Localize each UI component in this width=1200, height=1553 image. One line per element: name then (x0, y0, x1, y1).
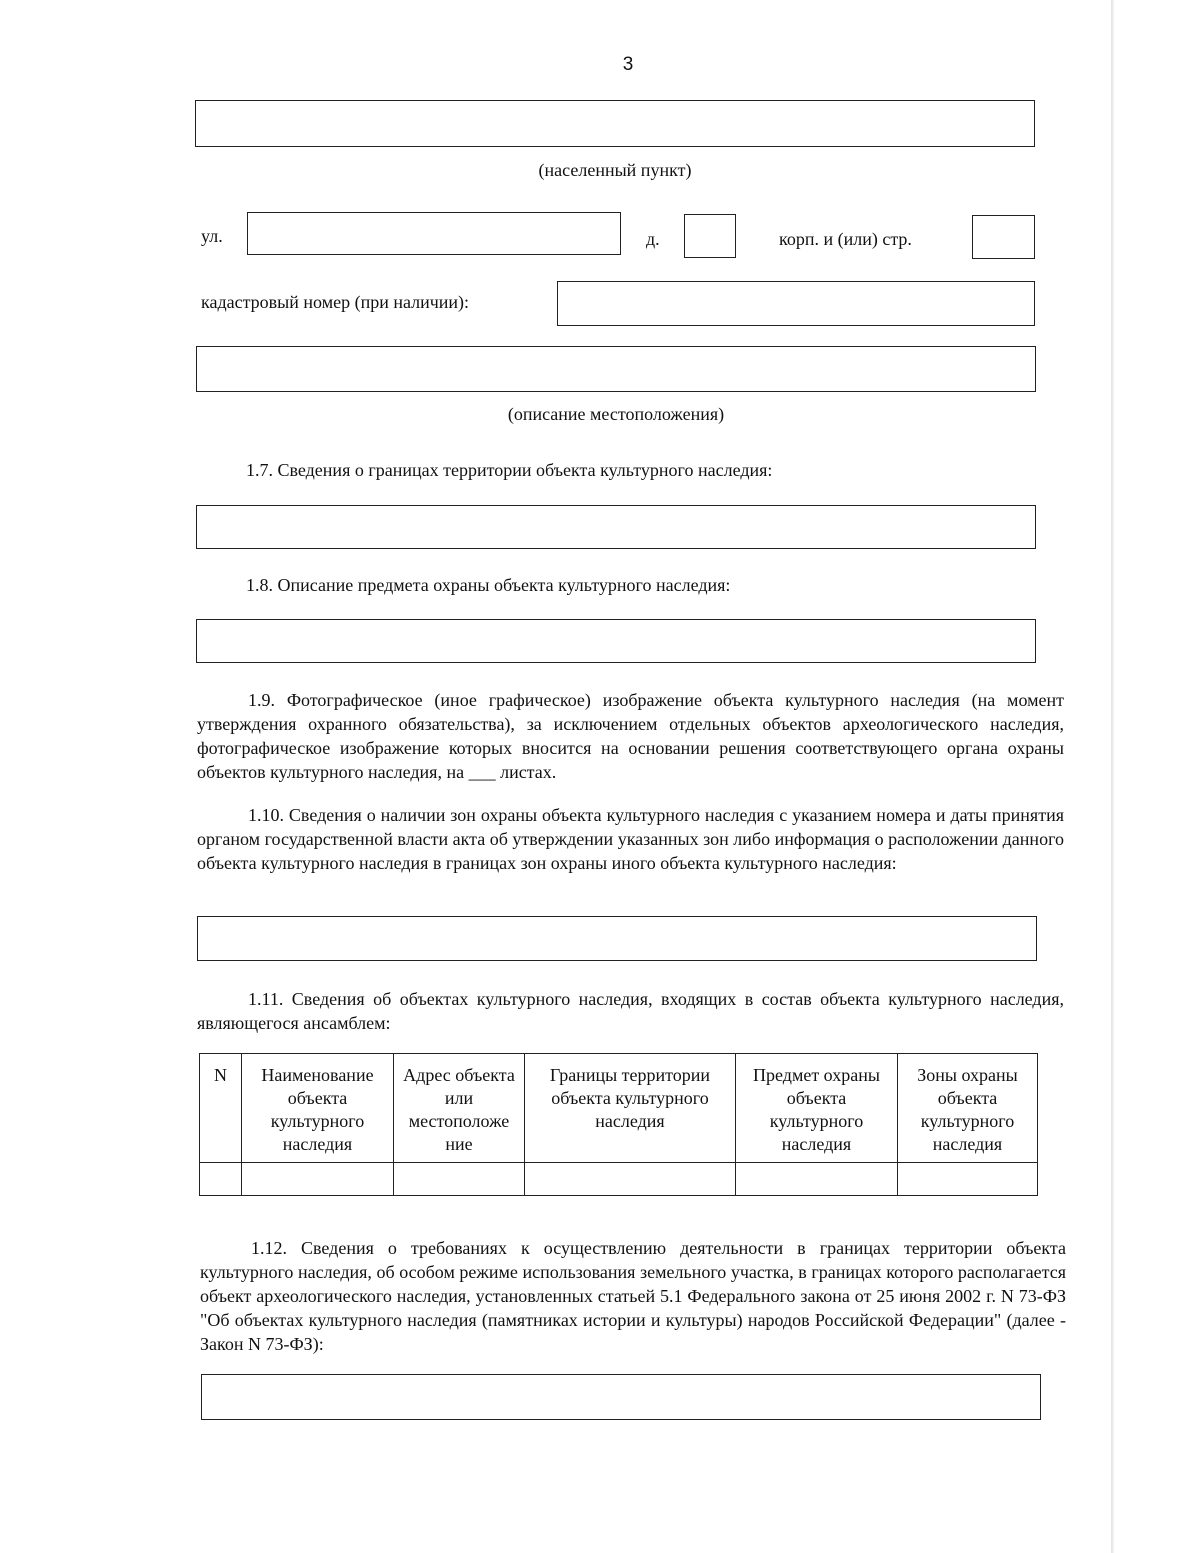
cadastral-field[interactable] (557, 281, 1035, 326)
house-label: д. (646, 229, 660, 249)
page-number: 3 (622, 54, 634, 75)
table-header-row (200, 1054, 1038, 1163)
col-header-number: N (200, 1054, 242, 1163)
cadastral-label: кадастровый номер (при наличии): (201, 292, 470, 312)
protection-zones-field[interactable] (197, 916, 1037, 961)
table-cell[interactable] (525, 1163, 736, 1196)
street-label: ул. (201, 226, 223, 246)
ensemble-table (199, 1053, 1038, 1196)
col-header-protection-zones: Зоны охраны объекта культурного наследия (898, 1054, 1038, 1163)
section-1-11-text: 1.11. Сведения об объектах культурного наследия, входящих в состав объекта культурного наследия, являющегося ансамблем: (197, 989, 1064, 1033)
table-cell[interactable] (394, 1163, 525, 1196)
table-row (200, 1163, 1038, 1196)
location-field[interactable] (196, 346, 1036, 392)
building-field[interactable] (972, 215, 1035, 259)
scan-edge (1111, 0, 1114, 1553)
settlement-caption: (населенный пункт) (538, 160, 692, 180)
location-caption: (описание местоположения) (507, 404, 725, 424)
activity-requirements-field[interactable] (201, 1374, 1041, 1420)
protection-subject-field[interactable] (196, 619, 1036, 663)
section-1-9-text: 1.9. Фотографическое (иное графическое) изображение объекта культурного наследия (на момент утверждения охранного обязательства), за исключением отдельных объектов археологического наследия, фотографическое изображение которых вносится на основании решения соответствующего органа охраны объектов культурного наследия, на ___ листах. (197, 690, 1064, 782)
table-cell[interactable] (736, 1163, 898, 1196)
col-header-address: Адрес объекта или местоположе ние (394, 1054, 525, 1163)
table-cell[interactable] (200, 1163, 242, 1196)
col-header-protection-subject: Предмет охраны объекта культурного наследия (736, 1054, 898, 1163)
col-header-boundaries: Границы территории объекта культурного наследия (525, 1054, 736, 1163)
section-1-8-heading: 1.8. Описание предмета охраны объекта культурного наследия: (246, 575, 731, 595)
section-1-10-text: 1.10. Сведения о наличии зон охраны объекта культурного наследия с указанием номера и даты принятия органом государственной власти акта об утверждении указанных зон либо информация о расположении данного объекта культурного наследия в границах зон охраны иного объекта культурного наследия: (197, 805, 1064, 873)
house-field[interactable] (684, 214, 736, 258)
section-1-12-text: 1.12. Сведения о требованиях к осуществлению деятельности в границах территории объекта культурного наследия, об особом режиме использования земельного участка, в границах которого располагается объект археологического наследия, установленных статьей 5.1 Федерального закона от 25 июня 2002 г. N 73-ФЗ "Об объектах культурного наследия (памятниках истории и культуры) народов Российской Федерации" (далее - Закон N 73-ФЗ): (200, 1238, 1066, 1354)
street-field[interactable] (247, 212, 621, 255)
section-1-7-heading: 1.7. Сведения о границах территории объекта культурного наследия: (246, 460, 773, 480)
settlement-field[interactable] (195, 100, 1035, 147)
col-header-name: Наименование объекта культурного наследия (242, 1054, 394, 1163)
table-cell[interactable] (898, 1163, 1038, 1196)
boundaries-field[interactable] (196, 505, 1036, 549)
building-label: корп. и (или) стр. (779, 229, 912, 249)
table-cell[interactable] (242, 1163, 394, 1196)
